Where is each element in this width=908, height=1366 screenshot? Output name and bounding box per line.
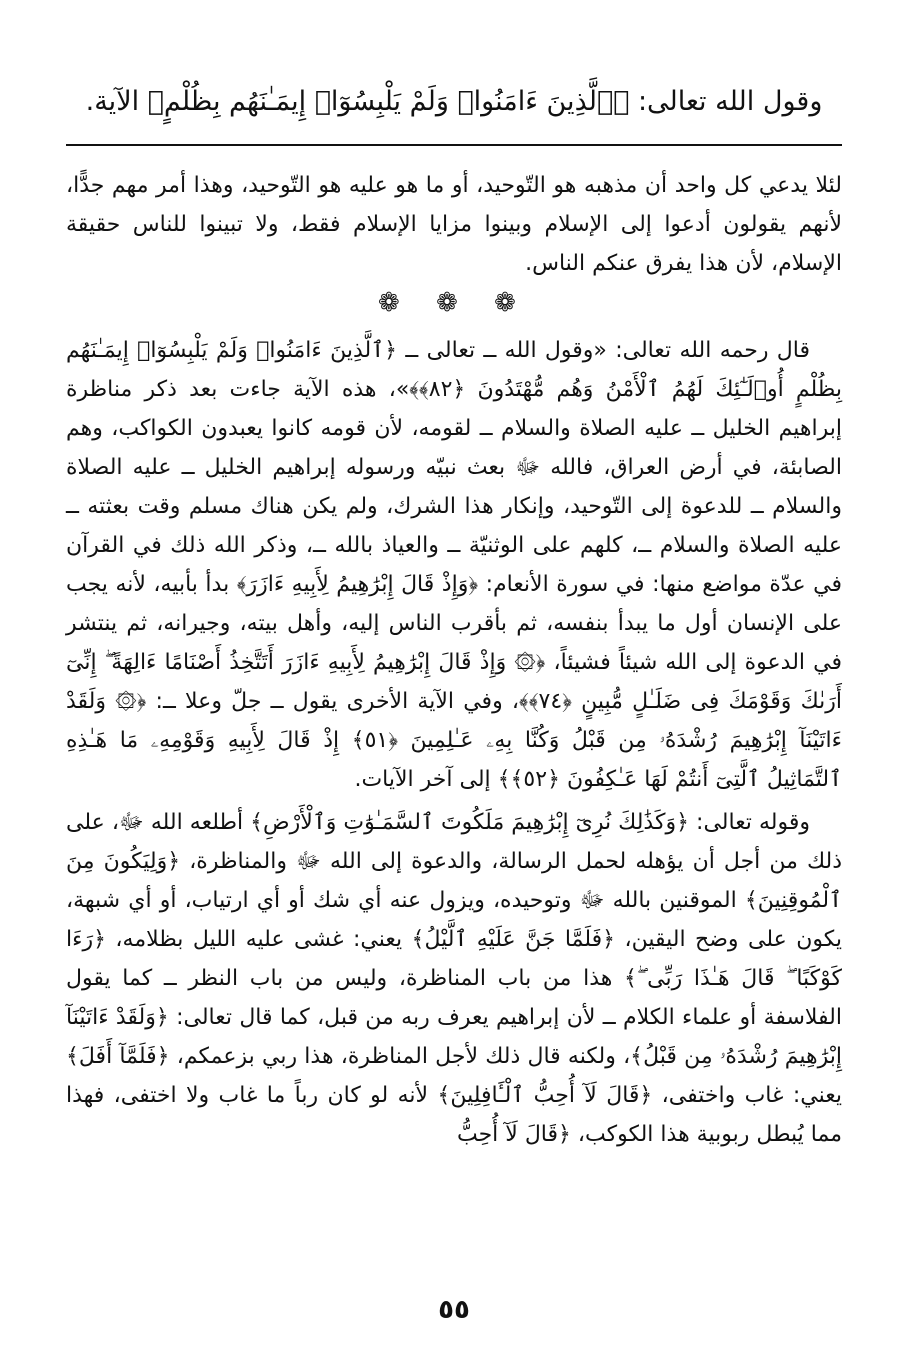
paragraph-3: وقوله تعالى: ﴿وَكَذَٰلِكَ نُرِىٓ إِبْرَٰهِيمَ مَلَكُوتَ ٱلسَّمَـٰوَٰتِ وَٱلْأَرْضِ﴾ أطلعه الله ﷻ، على ذلك من أجل أن يؤهله لحمل الرسالة، والدعوة إلى الله ﷻ والمناظرة، ﴿وَلِيَكُونَ مِنَ ٱلْمُوقِنِينَ﴾ الموقنين بالله ﷻ وتوحيده، ويزول عنه أي شك أو أي ارتياب، أو أي شبهة، يكون على وضح اليقين، ﴿فَلَمَّا جَنَّ عَلَيْهِ ٱلَّيْلُ﴾ يعني: غشى عليه الليل بظلامه، ﴿رَءَا كَوْكَبًا ۖ قَالَ هَـٰذَا رَبِّى ۖ﴾ هذا من باب المناظرة، وليس من باب النظر ــ كما يقول الفلاسفة أو علماء الكلام ــ لأن إبراهيم يعرف ربه من قبل، كما قال تعالى: ﴿وَلَقَدْ ءَاتَيْنَآ إِبْرَٰهِيمَ رُشْدَهُۥ مِن قَبْلُ﴾، ولكنه قال ذلك لأجل المناظرة، هذا ربي بزعمكم، ﴿فَلَمَّآ أَفَلَ﴾ يعني: غاب واختفى، ﴿قَالَ لَآ أُحِبُّ ٱلْـَٔافِلِينَ﴾ لأنه لو كان رباً ما غاب ولا اختفى، فهذا مما يُبطل ربوبية هذا الكوكب، ﴿قَالَ لَآ أُحِبُّ [66,810,842,1147]
paragraph-1: لئلا يدعي كل واحد أن مذهبه هو التّوحيد، أو ما هو عليه هو التّوحيد، وهذا أمر مهم جدًّا، لأنهم يقولون أدعوا إلى الإسلام وبينوا مزايا الإسلام فقط، ولا تبينوا للناس حقيقة الإسلام، لأن هذا يفرق عنكم الناس. [66,173,842,276]
header-rule [66,144,842,146]
page-number: ٥٥ [438,1295,470,1325]
section-separator: ❁ ❁ ❁ [378,288,530,318]
running-header: وقول الله تعالى: ﴿ٱلَّذِينَ ءَامَنُوا۟ وَلَمْ يَلْبِسُوٓا۟ إِيمَـٰنَهُم بِظُلْمٍ﴾ الآية. [85,86,823,117]
body-text [66,166,842,1154]
paragraph-2: قال رحمه الله تعالى: «وقول الله ــ تعالى ــ ﴿ٱلَّذِينَ ءَامَنُوا۟ وَلَمْ يَلْبِسُوٓا۟ إِيمَـٰنَهُم بِظُلْمٍ أُو۟لَـٰٓئِكَ لَهُمُ ٱلْأَمْنُ وَهُم مُّهْتَدُونَ ﴿٨٢﴾﴾»، هذه الآية جاءت بعد ذكر مناظرة إبراهيم الخليل ــ عليه الصلاة والسلام ــ لقومه، لأن قومه كانوا يعبدون الكواكب، وهم الصابئة، في أرض العراق، فالله ﷻ بعث نبيّه ورسوله إبراهيم الخليل ــ عليه الصلاة والسلام ــ للدعوة إلى التّوحيد، وإنكار هذا الشرك، ولم يكن هناك مسلم وقت بعثته ــ عليه الصلاة والسلام ــ، كلهم على الوثنيّة ــ والعياذ بالله ــ، وذكر الله ذلك في القرآن في عدّة مواضع منها: في سورة الأنعام: ﴿وَإِذْ قَالَ إِبْرَٰهِيمُ لِأَبِيهِ ءَازَرَ﴾ بدأ بأبيه، لأنه يجب على الإنسان أول ما يبدأ بنفسه، ثم بأقرب الناس إليه، وأهل بيته، وجيرانه، ثم ينتشر في الدعوة إلى الله شيئاً فشيئاً، ﴿۞ وَإِذْ قَالَ إِبْرَٰهِيمُ لِأَبِيهِ ءَازَرَ أَتَتَّخِذُ أَصْنَامًا ءَالِهَةً ۖ إِنِّىٓ أَرَىٰكَ وَقَوْمَكَ فِى ضَلَـٰلٍ مُّبِينٍ ﴿٧٤﴾﴾، وفي الآية الأخرى يقول ــ جلّ وعلا ــ: ﴿۞ وَلَقَدْ ءَاتَيْنَآ إِبْرَٰهِيمَ رُشْدَهُۥ مِن قَبْلُ وَكُنَّا بِهِۦ عَـٰلِمِينَ ﴿٥١﴾ إِذْ قَالَ لِأَبِيهِ وَقَوْمِهِۦ مَا هَـٰذِهِ ٱلتَّمَاثِيلُ ٱلَّتِىٓ أَنتُمْ لَهَا عَـٰكِفُونَ ﴿٥٢﴾﴾ إلى آخر الآيات. [66,338,842,792]
